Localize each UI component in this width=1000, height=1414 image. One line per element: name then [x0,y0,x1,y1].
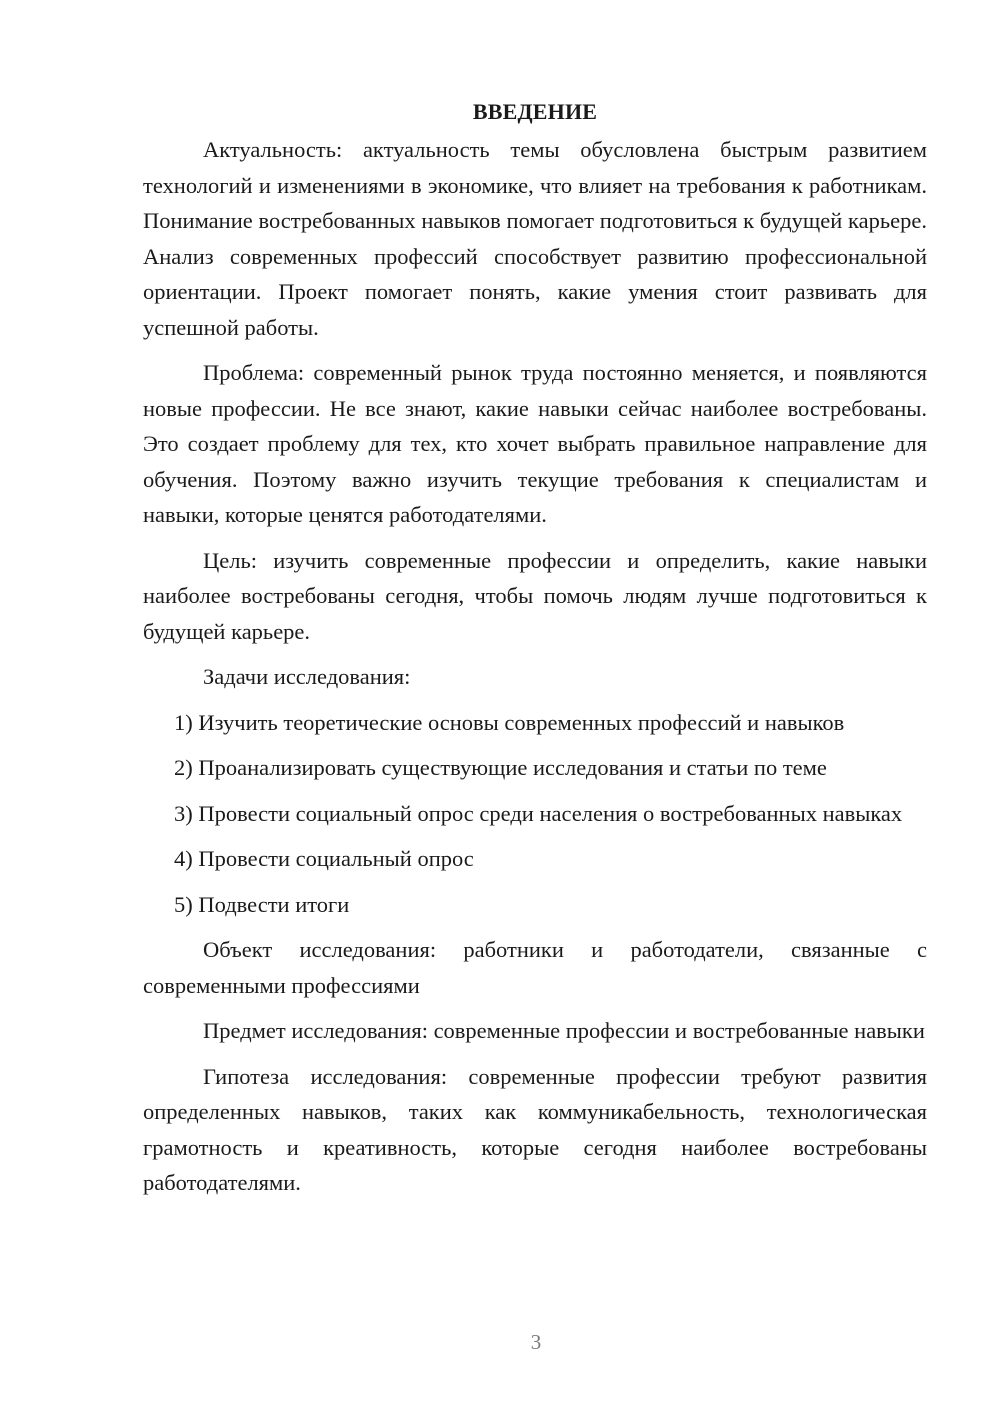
relevance-paragraph: Актуальность: актуальность темы обусловлена быстрым развитием технологий и изменениями в экономике, что влияет на требования к работникам. Понимание востребованных навыков помогает подготовиться к будущей карьере. Анализ современных профессий способствует развитию профессиональной ориентации. Проект помогает понять, какие умения стоит развивать для успешной работы. [143,137,927,340]
document-body [143,94,927,1211]
problem-paragraph: Проблема: современный рынок труда постоянно меняется, и появляются новые профессии. Не все знают, какие навыки сейчас наиболее востребованы. Это создает проблему для тех, кто хочет выбрать правильное направление для обучения. Поэтому важно изучить текущие требования к специалистам и навыки, которые ценятся работодателями. [143,360,927,527]
page-number: 3 [530,1330,542,1354]
task-item-2: 2) Проанализировать существующие исследования и статьи по теме [174,755,827,780]
task-item-4: 4) Провести социальный опрос [174,846,474,871]
tasks-heading: Задачи исследования: [203,664,411,689]
section-title: ВВЕДЕНИЕ [472,99,598,124]
subject-paragraph: Предмет исследования: современные профессии и востребованные навыки [203,1018,925,1043]
task-item-3: 3) Провести социальный опрос среди населения о востребованных навыках [174,800,903,826]
object-paragraph: Объект исследования: работники и работодатели, связанные с современными профессиями [143,937,927,998]
task-item-1: 1) Изучить теоретические основы современных профессий и навыков [174,709,845,735]
task-item-5: 5) Подвести итоги [174,891,350,917]
hypothesis-paragraph: Гипотеза исследования: современные профессии требуют развития определенных навыков, таких как коммуникабельность, технологическая грамотность и креативность, которые сегодня наиболее востребованы работодателями. [143,1063,927,1195]
goal-paragraph: Цель: изучить современные профессии и определить, какие навыки наиболее востребованы сегодня, чтобы помочь людям лучше подготовиться к будущей карьере. [143,547,927,644]
